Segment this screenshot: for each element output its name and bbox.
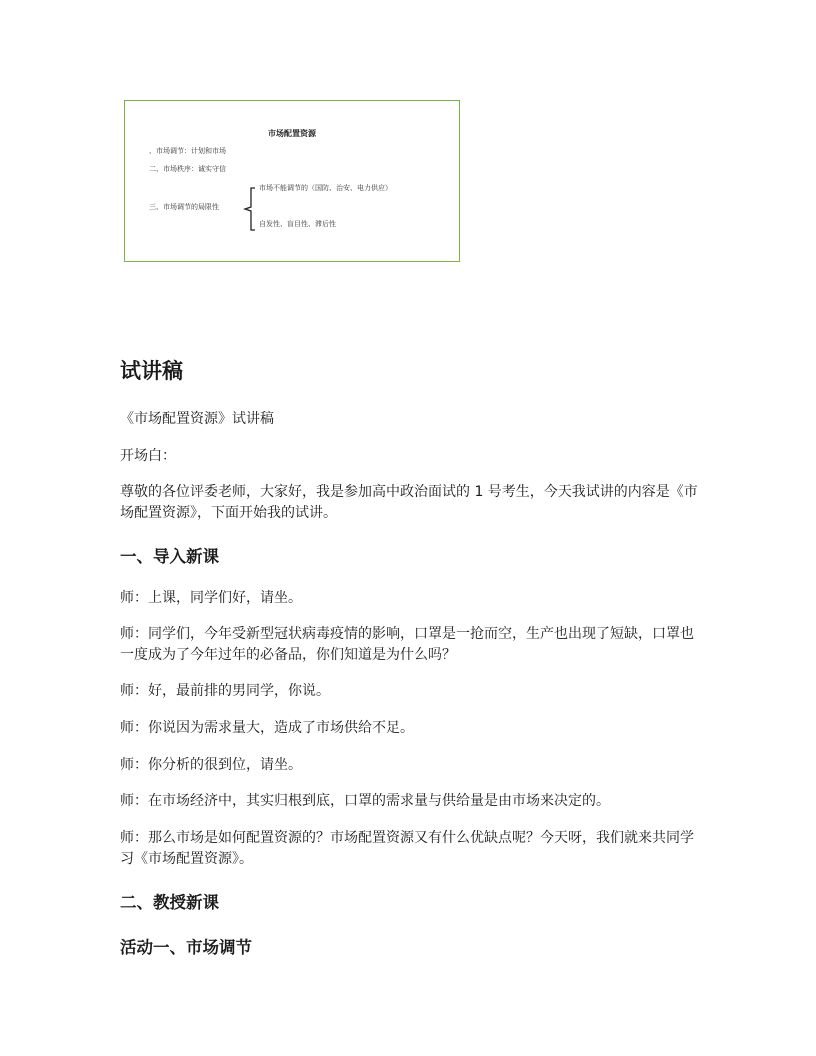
teacher-line-3: 师：好，最前排的男同学，你说。	[120, 683, 330, 699]
teacher-line-2: 师：同学们，今年受新型冠状病毒疫情的影响，口罩是一抢而空，生产也出现了短缺，口罩也一度成为了今年过年的必备品，你们知道是为什么吗？	[120, 626, 694, 663]
heading-activity-one: 活动一、市场调节	[120, 938, 252, 957]
board-line-1: 、市场调节：计划和市场	[149, 147, 226, 155]
opening-label: 开场白：	[120, 448, 176, 464]
teacher-line-7: 师：那么市场是如何配置资源的？市场配置资源又有什么优缺点呢？今天呀，我们就来共同学习《市场配置资源》。	[120, 830, 694, 867]
teacher-line-5: 师：你分析的很到位，请坐。	[120, 757, 302, 773]
section-title: 试讲稿	[120, 359, 183, 383]
board-line-3-sub2: 自发性、盲目性、滞后性	[259, 220, 336, 228]
teacher-line-4: 师：你说因为需求量大，造成了市场供给不足。	[120, 720, 414, 736]
heading-teach-new-lesson: 二、教授新课	[120, 893, 219, 912]
board-title: 市场配置资源	[268, 128, 316, 138]
board-line-3-sub1: 市场不能调节的（国防、治安、电力供应）	[259, 184, 392, 192]
heading-import-new-lesson: 一、导入新课	[120, 547, 219, 566]
blackboard-design-image	[124, 100, 460, 262]
board-line-3: 三、市场调节的局限性	[149, 203, 219, 211]
brace-icon	[242, 187, 258, 231]
teacher-line-1: 师：上课，同学们好，请坐。	[120, 590, 302, 606]
intro-paragraph: 尊敬的各位评委老师，大家好，我是参加高中政治面试的 1 号考生，今天我试讲的内容是《市场配置资源》，下面开始我的试讲。	[120, 484, 698, 521]
doc-subtitle: 《市场配置资源》试讲稿	[120, 411, 274, 427]
board-line-2: 二、市场秩序：诚实守信	[149, 165, 226, 173]
teacher-line-6: 师：在市场经济中，其实归根到底，口罩的需求量与供给量是由市场来决定的。	[120, 793, 610, 809]
